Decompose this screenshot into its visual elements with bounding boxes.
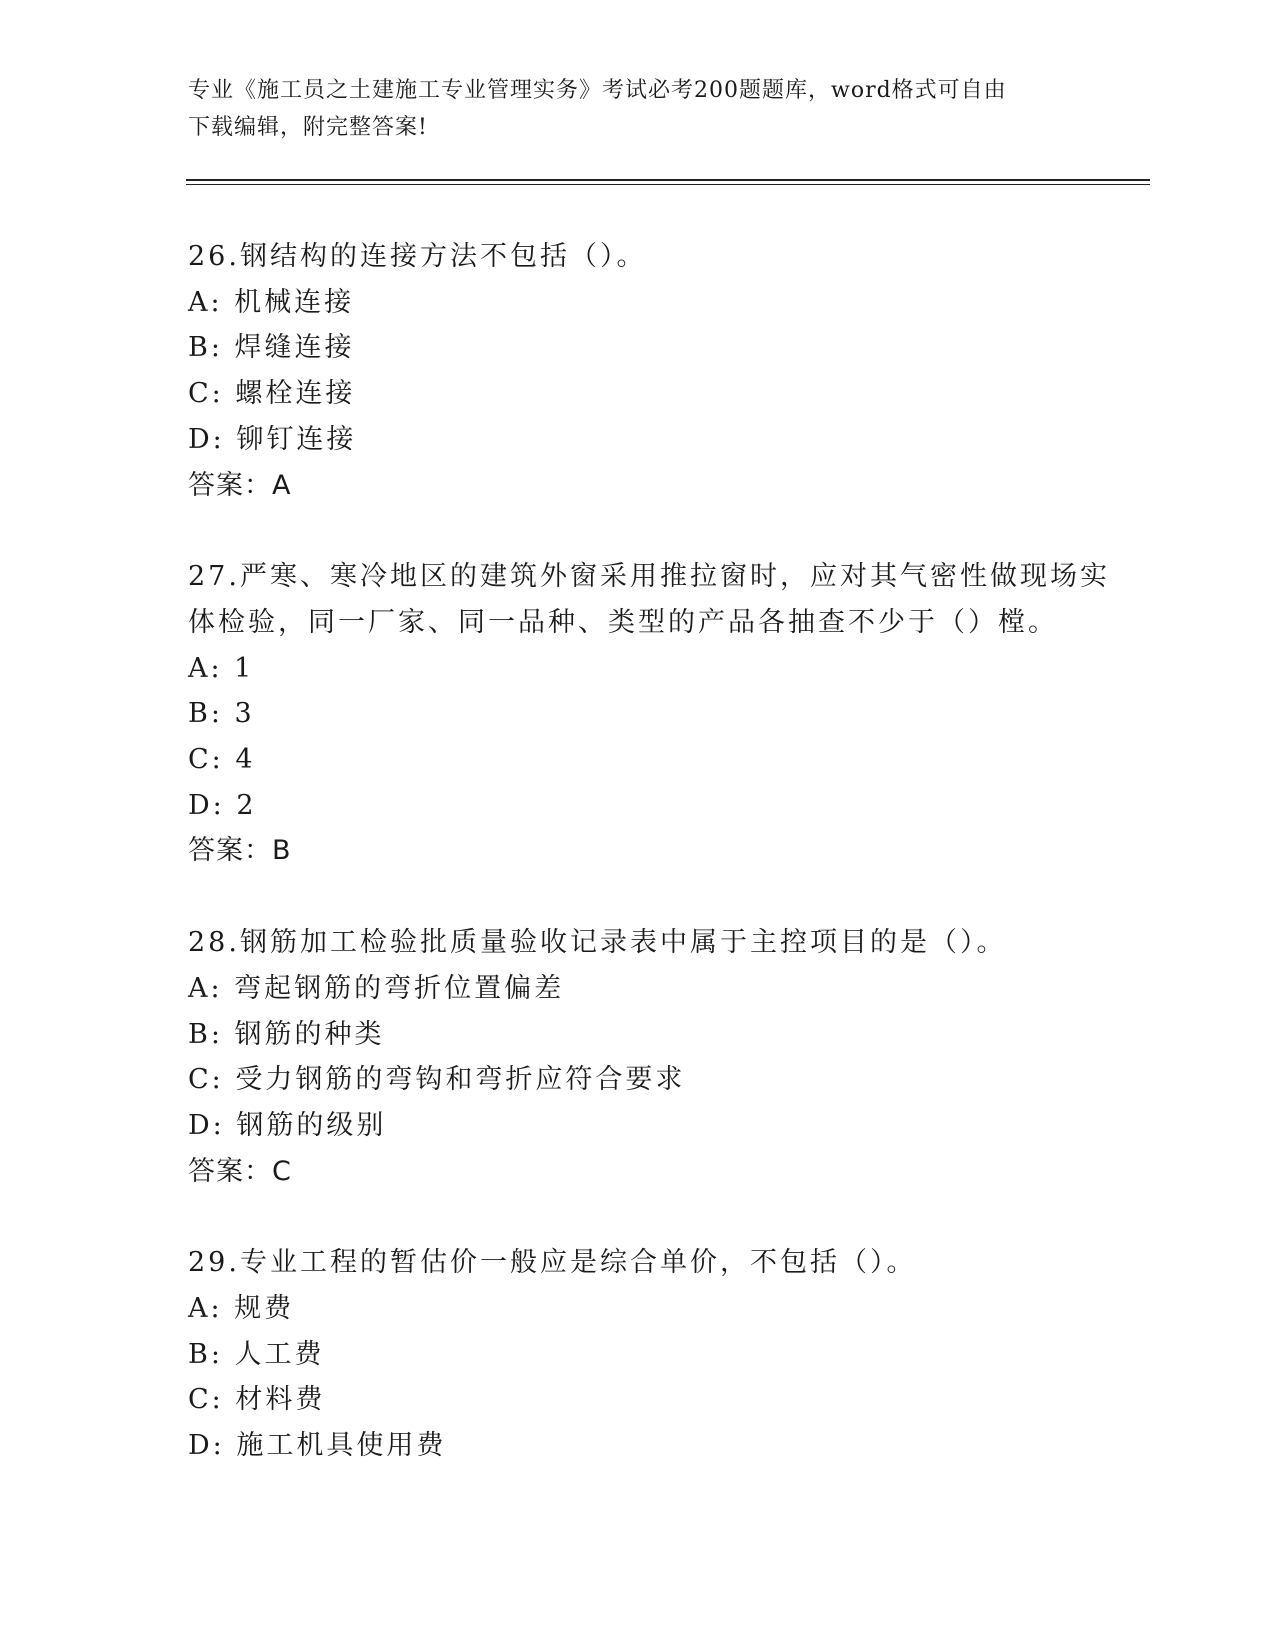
answer: 答案：B xyxy=(188,835,292,867)
option-b: B: 钢筋的种类 xyxy=(188,1018,385,1050)
header-text-line-2: 下载编辑，附完整答案! xyxy=(188,115,428,140)
header-divider-thin xyxy=(186,184,1150,185)
question-stem xyxy=(188,1240,1148,1286)
question-stem-line: 体检验，同一厂家、同一品种、类型的产品各抽查不少于（）樘。 xyxy=(188,606,1058,638)
question-stem xyxy=(188,234,1148,280)
option-a: A: 1 xyxy=(188,652,255,684)
question-stem-line: 26.钢结构的连接方法不包括（）。 xyxy=(188,241,647,272)
option-b: B: 3 xyxy=(188,698,255,730)
question-26 xyxy=(188,234,1148,508)
answer: 答案：C xyxy=(188,1155,292,1187)
option-c: C: 4 xyxy=(188,744,256,776)
option-b: B: 人工费 xyxy=(188,1338,325,1370)
question-stem-line: 28.钢筋加工检验批质量验收记录表中属于主控项目的是（）。 xyxy=(188,927,1007,959)
option-d: D: 2 xyxy=(188,789,257,821)
document-header xyxy=(188,72,1088,146)
option-d: D: 铆钉连接 xyxy=(188,423,357,455)
option-a: A: 弯起钢筋的弯折位置偏差 xyxy=(188,972,565,1004)
question-stem xyxy=(188,920,1148,966)
option-c: C: 材料费 xyxy=(188,1384,326,1416)
option-a: A: 规费 xyxy=(188,1293,295,1325)
question-stem-line: 27.严寒、寒冷地区的建筑外窗采用推拉窗时，应对其气密性做现场实 xyxy=(188,561,1110,593)
option-d: D: 钢筋的级别 xyxy=(188,1109,387,1141)
option-b: B: 焊缝连接 xyxy=(188,332,355,364)
option-c: C: 受力钢筋的弯钩和弯折应符合要求 xyxy=(188,1064,686,1096)
header-text-line-1: 专业《施工员之土建施工专业管理实务》考试必考200题题库，word格式可自由 xyxy=(188,78,1007,103)
option-c: C: 螺栓连接 xyxy=(188,378,356,410)
question-28 xyxy=(188,920,1148,1194)
option-a: A: 机械连接 xyxy=(188,286,355,318)
question-stem xyxy=(188,554,1148,645)
option-d: D: 施工机具使用费 xyxy=(188,1430,447,1462)
header-divider-thick xyxy=(186,179,1150,181)
question-27 xyxy=(188,554,1148,874)
answer: 答案：A xyxy=(188,469,292,501)
question-list xyxy=(188,234,1148,1515)
question-29 xyxy=(188,1240,1148,1469)
question-stem-line: 29.专业工程的暂估价一般应是综合单价，不包括（）。 xyxy=(188,1247,917,1279)
